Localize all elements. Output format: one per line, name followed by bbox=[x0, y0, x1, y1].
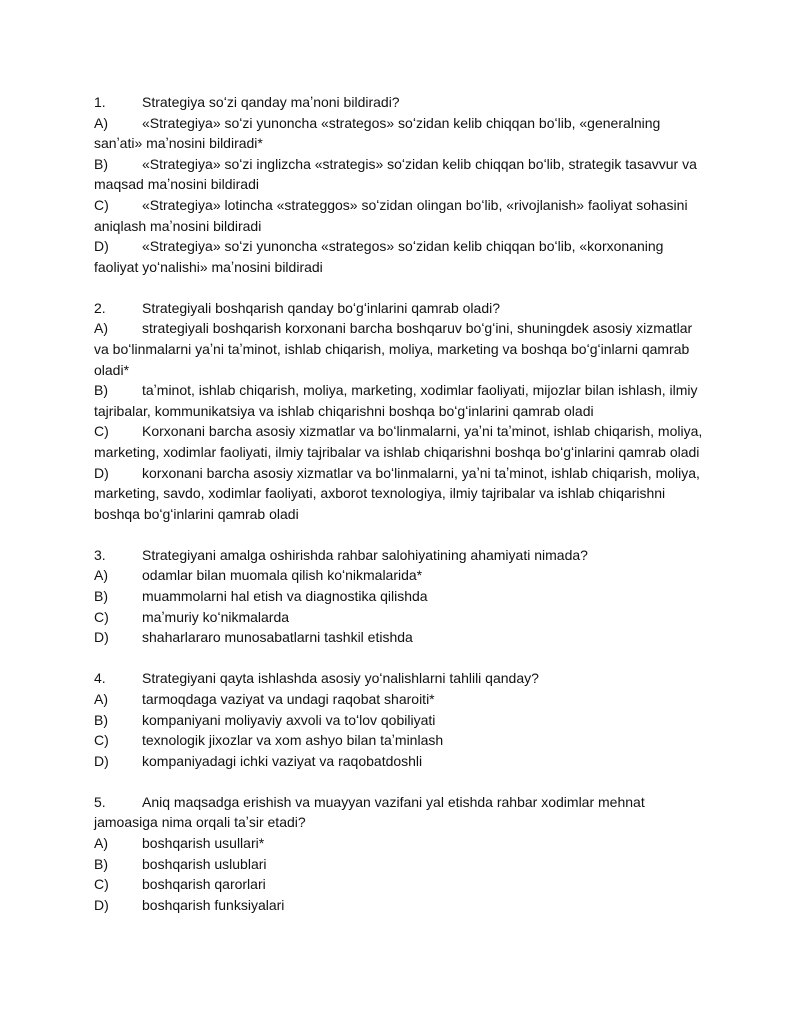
option-label: B) bbox=[94, 155, 108, 172]
answer-option bbox=[94, 689, 706, 710]
option-text: «Strategiya» lotincha «strateggos» soʻzidan olingan boʻlib, «rivojlanish» faoliyat sohasini aniqlash maʼnosini bildiradi bbox=[94, 196, 688, 234]
option-text: tarmoqdaga vaziyat va undagi raqobat sharoiti* bbox=[142, 690, 435, 707]
option-label: D) bbox=[94, 896, 109, 913]
option-label: D) bbox=[94, 238, 109, 255]
answer-option bbox=[94, 607, 706, 628]
question-stem bbox=[94, 298, 706, 319]
option-text: kompaniyani moliyaviy axvoli va toʻlov qobiliyati bbox=[142, 711, 436, 728]
answer-option bbox=[94, 318, 706, 380]
answer-option bbox=[94, 463, 706, 525]
option-text: texnologik jixozlar va xom ashyo bilan taʼminlash bbox=[142, 732, 444, 749]
option-label: A) bbox=[94, 835, 108, 851]
answer-option bbox=[94, 854, 706, 875]
question-number: 4. bbox=[94, 670, 106, 687]
option-text: boshqarish usullari* bbox=[142, 835, 265, 851]
option-text: taʼminot, ishlab chiqarish, moliya, marketing, xodimlar faoliyati, mijozlar bilan ishlash, ilmiy tajribalar, kommunikatsiya va ishlab chiqarishni boshqa boʻgʻinlarini qamrab oladi bbox=[94, 382, 698, 419]
answer-option bbox=[94, 236, 706, 277]
option-text: boshqarish funksiyalari bbox=[142, 896, 285, 913]
question-number: 2. bbox=[94, 299, 106, 316]
answer-option bbox=[94, 380, 706, 421]
question-stem bbox=[94, 668, 706, 689]
answer-option bbox=[94, 895, 706, 916]
option-text: «Strategiya» soʻzi inglizcha «strategis» soʻzidan kelib chiqqan boʻlib, strategik tasavvur va maqsad maʼnosini bildiradi bbox=[94, 155, 697, 193]
question-number: 1. bbox=[94, 94, 106, 110]
option-text: Korxonani barcha asosiy xizmatlar va boʻlinmalarni, yaʼni taʼminot, ishlab chiqarish, moliya, marketing, xodimlar faoliyati, ilmiy tajribalar va ishlab chiqarishni boshqa boʻgʻinlarini qamrab oladi bbox=[94, 423, 703, 460]
option-label: C) bbox=[94, 876, 109, 893]
question-text: Aniq maqsadga erishish va muayyan vazifani yal etishda rahbar xodimlar mehnat jamoasiga nima orqali taʼsir etadi? bbox=[94, 793, 645, 831]
option-text: maʼmuriy koʻnikmalarda bbox=[142, 608, 290, 625]
option-text: boshqarish uslublari bbox=[142, 855, 267, 872]
option-label: C) bbox=[94, 196, 109, 213]
question-5 bbox=[94, 792, 706, 916]
question-number: 5. bbox=[94, 793, 106, 810]
option-label: C) bbox=[94, 732, 109, 749]
answer-option bbox=[94, 565, 706, 586]
question-3 bbox=[94, 545, 706, 648]
answer-option bbox=[94, 154, 706, 195]
answer-option bbox=[94, 586, 706, 607]
answer-option bbox=[94, 730, 706, 751]
answer-option bbox=[94, 710, 706, 731]
answer-option bbox=[94, 627, 706, 648]
option-text: shaharlararo munosabatlarni tashkil etishda bbox=[142, 629, 413, 646]
option-label: A) bbox=[94, 690, 108, 707]
question-text: Strategiyani qayta ishlashda asosiy yoʻnalishlarni tahlili qanday? bbox=[142, 670, 539, 687]
option-label: A) bbox=[94, 567, 108, 584]
option-label: B) bbox=[94, 588, 108, 605]
option-text: strategiyali boshqarish korxonani barcha boshqaruv boʻgʻini, shuningdek asosiy xizmatlar va boʻlinmalarni yaʼni taʼminot, ishlab chiqarish, moliya, marketing va boshqa boʻgʻinlarni qamrab oladi* bbox=[94, 320, 693, 378]
answer-option bbox=[94, 113, 706, 154]
option-label: A) bbox=[94, 320, 108, 337]
option-text: kompaniyadagi ichki vaziyat va raqobatdoshli bbox=[142, 752, 423, 769]
option-text: odamlar bilan muomala qilish koʻnikmalarida* bbox=[142, 567, 423, 584]
option-text: muammolarni hal etish va diagnostika qilishda bbox=[142, 588, 428, 605]
option-label: D) bbox=[94, 752, 109, 769]
option-label: B) bbox=[94, 855, 108, 872]
question-number: 3. bbox=[94, 546, 106, 563]
option-text: korxonani barcha asosiy xizmatlar va boʻlinmalarni, yaʼni taʼminot, ishlab chiqarish, moliya, marketing, savdo, xodimlar faoliyati, axborot texnologiya, ilmiy tajribalar va ishlab chiqarishni boshqa boʻgʻinlarini qamrab oladi bbox=[94, 464, 700, 522]
answer-option bbox=[94, 195, 706, 236]
question-stem bbox=[94, 545, 706, 566]
question-stem bbox=[94, 792, 706, 833]
question-stem bbox=[94, 92, 706, 113]
option-text: «Strategiya» soʻzi yunoncha «strategos» soʻzidan kelib chiqqan boʻlib, «korxonaning faoliyat yoʻnalishi» maʼnosini bildiradi bbox=[94, 238, 664, 275]
option-label: B) bbox=[94, 711, 108, 728]
answer-option bbox=[94, 833, 706, 854]
option-label: B) bbox=[94, 382, 108, 399]
option-text: «Strategiya» soʻzi yunoncha «strategos» soʻzidan kelib chiqqan boʻlib, «generalning sanʼati» maʼnosini bildiradi* bbox=[94, 114, 661, 152]
question-4 bbox=[94, 668, 706, 771]
answer-option bbox=[94, 421, 706, 462]
option-text: boshqarish qarorlari bbox=[142, 876, 266, 893]
question-2 bbox=[94, 298, 706, 525]
option-label: D) bbox=[94, 464, 109, 481]
question-1 bbox=[94, 92, 706, 277]
option-label: C) bbox=[94, 608, 109, 625]
option-label: A) bbox=[94, 114, 108, 131]
option-label: C) bbox=[94, 423, 109, 440]
question-text: Strategiyali boshqarish qanday boʻgʻinlarini qamrab oladi? bbox=[142, 299, 500, 316]
answer-option bbox=[94, 751, 706, 772]
question-text: Strategiyani amalga oshirishda rahbar salohiyatining ahamiyati nimada? bbox=[142, 546, 588, 563]
option-label: D) bbox=[94, 629, 109, 646]
question-text: Strategiya soʻzi qanday maʼnoni bildiradi? bbox=[142, 94, 400, 110]
answer-option bbox=[94, 874, 706, 895]
document-page bbox=[94, 92, 706, 936]
